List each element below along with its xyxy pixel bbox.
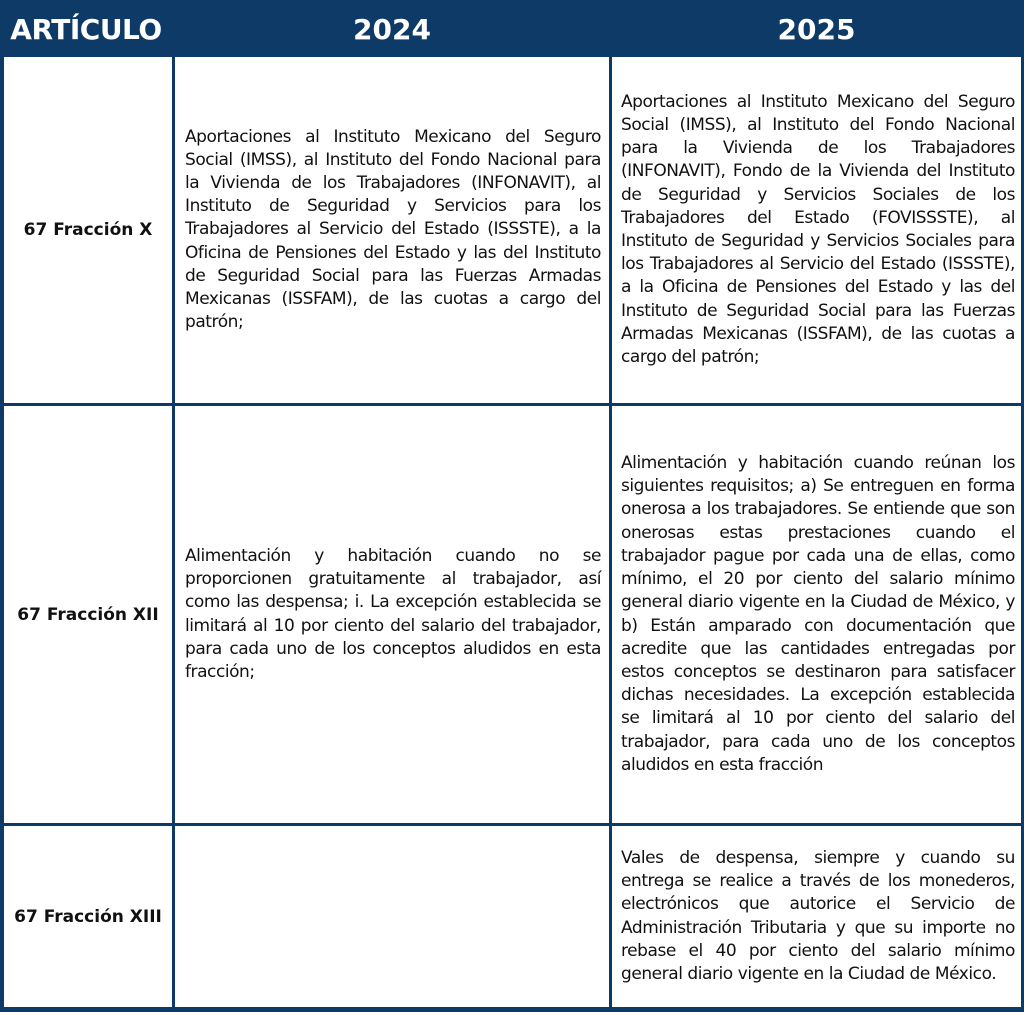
row-3-article [4,826,172,1007]
row-1-2025-text: Aportaciones al Instituto Mexicano del Seguro Social (IMSS), al Instituto del Fondo Nacional para la Vivienda de los Trabajadores (INFONAVIT), Fondo de la Vivienda del Instituto de Seguridad y Servicios Sociales de los Trabajadores del Estado (FOVISSSTE), al Instituto de Seguridad y Servicios Sociales para los Trabajadores al Servicio del Estado (ISSSTE), a la Oficina de Pensiones del Estado y las del Instituto de Seguridad Social para las Fuerzas Armadas Mexicanas (ISSFAM), de las cuotas a cargo del patrón; [621,91,1015,368]
row-3-2025-text: Vales de despensa, siempre y cuando su entrega se realice a través de los monederos, electrónicos que autorice el Servicio de Administración Tributaria y que su importe no rebase el 40 por ciento del salario mínimo general diario vigente en la Ciudad de México. [621,847,1015,984]
row-2-2024 [175,406,609,823]
header-2024: 2024 [353,13,431,46]
table-header [0,0,1024,57]
row-2-article [4,406,172,823]
row-1-article-label: 67 Fracción X [23,220,153,240]
row-2-2025-text: Alimentación y habitación cuando reúnan los siguientes requisitos; a) Se entreguen en forma onerosa a los trabajadores. Se entiende que son onerosas estas prestaciones cuando el trabajador pague por cada una de ellas, como mínimo, el 20 por ciento del salario mínimo general diario vigente en la Ciudad de México, y b) Están amparado con documentación que acredite que las cantidades entregadas por estos conceptos se destinaron para satisfacer dichas necesidades. La excepción establecida se limitará al 10 por ciento del salario del trabajador, para cada uno de los conceptos aludidos en esta fracción [621,453,1015,775]
header-2025: 2025 [777,13,856,46]
row-1-article [4,57,172,403]
row-1-2024-text: Aportaciones al Instituto Mexicano del Seguro Social (IMSS), al Instituto del Fondo Nacional para la Vivienda de los Trabajadores (INFONAVIT), al Instituto de Seguridad y Servicios para los Trabajadores al Servicio del Estado (ISSSTE), a la Oficina de Pensiones del Estado y las del Instituto de Seguridad Social para las Fuerzas Armadas Mexicanas (ISSFAM), de las cuotas a cargo del patrón; [185,126,601,333]
row-2-article-label: 67 Fracción XII [17,604,159,625]
row-2-2025 [612,406,1021,823]
row-1-2025 [612,57,1021,403]
header-article: ARTÍCULO [10,13,162,46]
row-3-2024 [175,826,609,1007]
row-3-article-label: 67 Fracción XIII [14,906,162,927]
row-3-2025 [612,826,1021,1007]
row-1-2024 [175,57,609,403]
row-2-2024-text: Alimentación y habitación cuando no se proporcionen gratuitamente al trabajador, así como las despensa; i. La excepción establecida se limitará al 10 por ciento del salario del trabajador, para cada uno de los conceptos aludidos en esta fracción; [185,545,601,682]
